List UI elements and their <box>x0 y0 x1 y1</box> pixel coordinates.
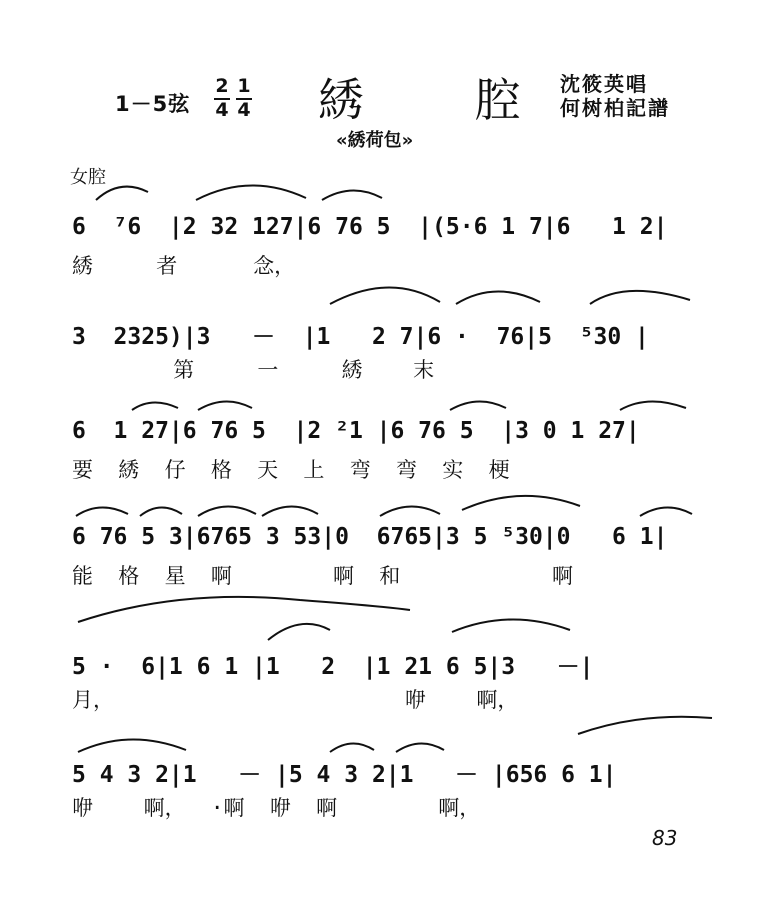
notation-line: 3 2325)|3 － |1 2 7|6 · 76|5 ⁵30 | <box>72 324 649 350</box>
notation-line: 6 ⁷6 |2 32 127|6 76 5 |(5·6 1 7|6 1 2| <box>72 214 668 240</box>
transcriber-credit: 何树柏記譜 <box>560 96 670 120</box>
key-signature: 1－5弦 <box>115 92 191 116</box>
lyrics-line: 綉 者 念， <box>72 254 296 278</box>
lyrics-line: 要 綉 仔 格 天 上 弯 弯 实 梗 <box>72 458 510 482</box>
notation-line: 5 4 3 2|1 － |5 4 3 2|1 － |656 6 1| <box>72 762 617 788</box>
notation-line: 6 76 5 3|6765 3 53|0 6765|3 5 ⁵30|0 6 1| <box>72 524 668 550</box>
song-title: 綉 腔 <box>318 73 569 127</box>
singer-credit: 沈筱英唱 <box>560 72 648 96</box>
lyrics-line: 能 格 星 啊 啊 和 啊 <box>72 564 574 588</box>
lyrics-line: 月， 咿 啊， <box>72 688 519 712</box>
lyrics-line: 咿 啊， ·啊 咿 啊 啊， <box>72 796 481 820</box>
page-number: 83 <box>652 826 678 850</box>
tune-subtitle: «綉荷包» <box>336 130 414 151</box>
notation-line: 5 · 6|1 6 1 |1 2 |1 21 6 5|3 －| <box>72 654 594 680</box>
notation-line: 6 1 27|6 76 5 |2 ²1 |6 76 5 |3 0 1 27| <box>72 418 640 444</box>
voice-label: 女腔 <box>70 167 106 188</box>
lyrics-line: 第 一 綉 末 <box>72 358 435 382</box>
